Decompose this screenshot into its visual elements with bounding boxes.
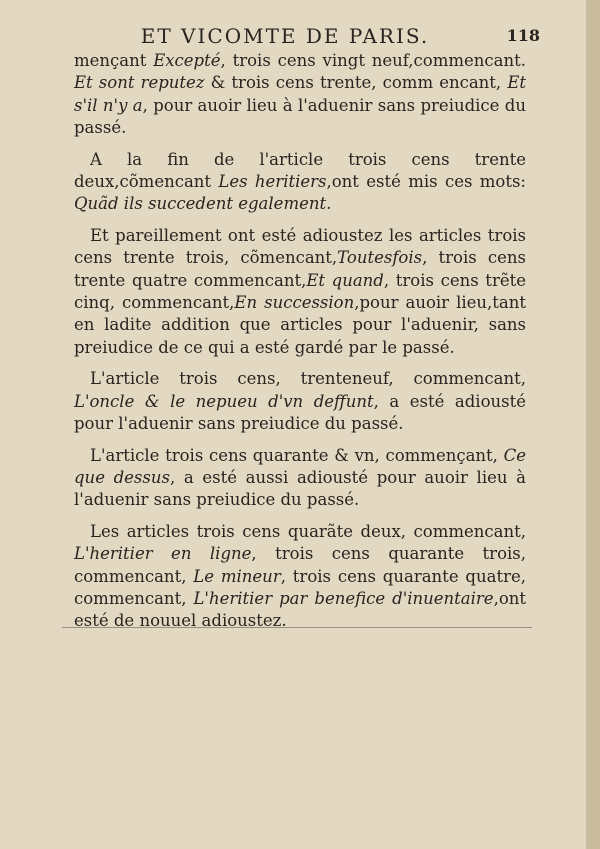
paragraph: [74, 225, 526, 359]
italic-run: Et s'il n'y a: [74, 73, 526, 115]
running-title: ET VICOMTE DE PARIS.: [140, 24, 430, 48]
italic-run: Les heritiers: [218, 172, 327, 192]
text-run: , a esté adiousté pour l'aduenir sans preiudice du passé.: [74, 391, 526, 434]
text-run: , pour auoir lieu à l'aduenir sans preiudice du passé.: [74, 95, 526, 138]
text-run: ,ont esté de nouuel adioustez.: [74, 588, 527, 631]
text-run: ,ont esté mis ces mots:: [326, 172, 526, 192]
italic-run: Et quand: [306, 270, 384, 290]
text-run: & trois cens trente, comm encant,: [204, 73, 508, 93]
text-run: , trois cens quarante quatre, commencant,: [74, 566, 526, 608]
page-header: [70, 24, 540, 50]
italic-run: En succession: [234, 293, 355, 313]
text-run: ,pour auoir lieu,tant en ladite addition que articles pour l'aduenir, sans preiudice de ce qui a esté gardé par le passé.: [74, 293, 527, 357]
text-run: Et pareillement ont esté adioustez les articles trois cens trente trois, cõmencant,: [74, 225, 526, 268]
paragraph: [74, 445, 526, 512]
text-run: , trois cens vingt neuf,commencant.: [220, 51, 526, 70]
paragraph: [74, 50, 526, 140]
text-run: , a esté aussi adiousté pour auoir lieu à l'aduenir sans preiudice du passé.: [74, 467, 526, 510]
italic-run: L'heritier par benefice d'inuentaire: [193, 588, 494, 608]
italic-run: L'oncle & le nepueu d'vn deffunt: [74, 391, 374, 411]
italic-run: Et sont reputez: [74, 73, 205, 93]
text-run: L'article trois cens quarante & vn, commençant,: [90, 445, 504, 465]
paragraph: [74, 521, 526, 633]
italic-run: L'heritier en ligne: [74, 544, 252, 564]
text-run: , trois cens quarante trois, commencant,: [74, 544, 526, 586]
body-text: [74, 50, 526, 642]
italic-run: Ce que dessus: [74, 445, 526, 487]
text-run: , trois cens trẽte cinq, commencant,: [74, 270, 526, 313]
text-run: A la fin de l'article trois cens trente deux,cõmencant: [74, 149, 526, 192]
italic-run: Excepté: [153, 51, 221, 70]
page-edge: [586, 0, 600, 849]
italic-run: Quãd ils succedent egalement.: [74, 194, 332, 214]
page-number: 118: [506, 26, 540, 45]
end-rule: [62, 627, 532, 628]
paragraph: [74, 149, 526, 216]
paragraph: [74, 368, 526, 435]
text-run: L'article trois cens, trenteneuf, commencant,: [90, 369, 526, 389]
text-run: mençant: [74, 51, 154, 70]
text-run: , trois cens trente quatre commencant,: [74, 248, 527, 290]
italic-run: Toutesfois: [337, 248, 423, 268]
text-run: Les articles trois cens quarãte deux, commencant,: [90, 521, 526, 541]
italic-run: Le mineur: [193, 566, 281, 586]
